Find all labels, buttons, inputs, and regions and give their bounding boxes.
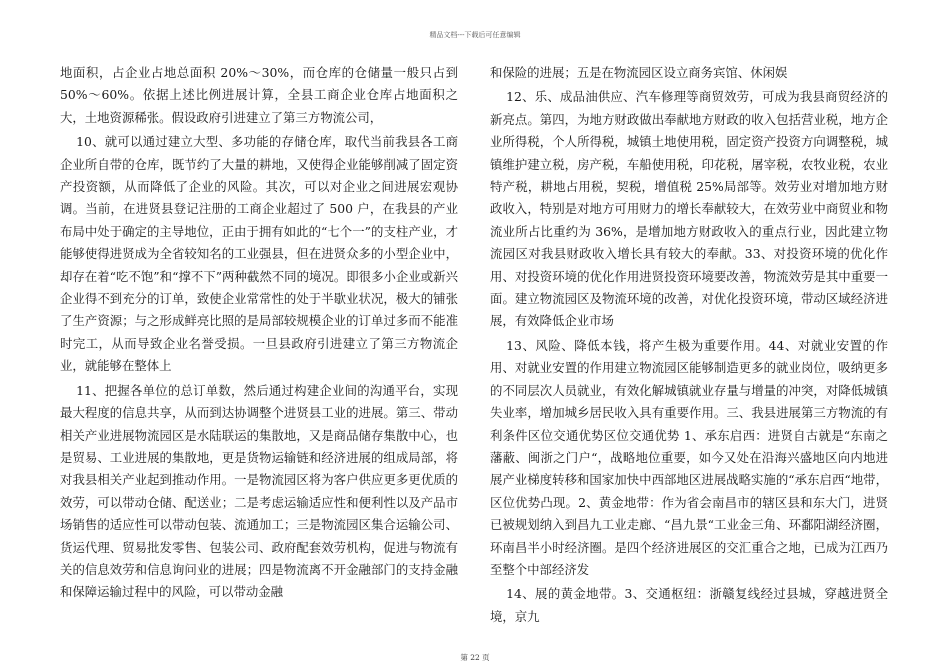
right-column: [490, 62, 888, 628]
paragraph: 地面积，占企业占地总面积 20%～30%，而仓库的仓储量一般只占到 50%～60%。依据上述比例进展计算，全县工商企业仓库占地面积之大，土地资源稀张。假设政府引进建立了第三方物流公司，: [60, 65, 458, 125]
paragraph: 11、把握各单位的总订单数，然后通过构建企业间的沟通平台，实现最大程度的信息共享，从而到达协调整个进贤县工业的进展。第三、带动相关产业进展物流园区是水陆联运的集散地，又是商品储存集散中心，也是贸易、工业进展的集散地，更是货物运输链和经济进展的组成局部，将对我县相关产业起到推动作用。一是物流园区将为客户供应更多更优质的效劳，可以带动仓储、配送业；二是考虑运输适应性和便利性以及产品市场销售的适应性可以带动包装、流通加工；三是物流园区集合运输公司、货运代理、贸易批发零售、包装公司、政府配套效劳机构，促进与物流有关的信息效劳和信息询问业的进展；四是物流离不开金融部门的支持金融和保障运输过程中的风险，可以带动金融: [60, 382, 458, 600]
paragraph: 10、就可以通过建立大型、多功能的存储仓库，取代当前我县各工商企业所自带的仓库，既节约了大量的耕地，又使得企业能够削减了固定资产投资额，从而降低了企业的风险。其次，可以对企业之间进展宏观协调。当前，在进贤县登记注册的工商企业超过了 500 户，在我县的产业布局中处于确定的主导地位，正由于拥有如此的“七个一”的支柱产业，才能够使得进贤成为全省较知名的工业强县，但在进贤众多的小型企业中，却存在着“吃不饱”和“撑不下”两种截然不同的境况。即很多小企业或新兴企业得不到充分的订单，致使企业常常性的处于半歇业状况，极大的铺张了生产资源；与之形成鲜亮比照的是局部较规模企业的订单过多而不能准时完工，从而导致企业名誉受损。一旦县政府引进建立了第三方物流企业，就能够在整体上: [60, 134, 458, 374]
page-number: 第 22 页: [460, 653, 490, 662]
left-column: [60, 62, 458, 604]
paragraph: 和保险的进展；五是在物流园区设立商务宾馆、休闲娱: [490, 65, 788, 80]
paragraph: 13、风险、降低本钱，将产生极为重要作用。44、对就业安置的作用、对就业安置的作用建立物流园区能够制造更多的就业岗位，吸纳更多的不同层次人员就业，有效化解城镇就业存量与增量的冲突，对降低城镇失业率，增加城乡居民收入具有重要作用。三、我县进展第三方物流的有利条件区位交通优势区位交通优势 1、承东启西：进贤自古就是“东南之藩蔽、闽浙之门户“，战略地位重要，如今又处在沿海兴盛地区向内地进展产业梯度转移和国家加快中西部地区进展战略实施的“承东启西“地带，区位优势凸现。2、黄金地带：作为省会南昌市的辖区县和东大门，进贤已被规划纳入到昌九工业走廊、“昌九景“工业金三角、环鄱阳湖经济圈，环南昌半小时经济圈。是四个经济进展区的交汇重合之地，已成为江西乃至整个中部经济发: [490, 337, 888, 577]
paragraph: 12、乐、成品油供应、汽车修理等商贸效劳，可成为我县商贸经济的新亮点。第四，为地方财政做出奉献地方财政的收入包括营业税，地方企业所得税，个人所得税，城镇土地使用税，固定资产投资方向调整税，城镇维护建立税，房产税，车船使用税，印花税，屠宰税，农牧业税，农业特产税，耕地占用税，契税，增值税 25%局部等。效劳业对增加地方财政收入，特别是对地方可用财力的增长奉献较大，在效劳业中商贸业和物流业所占比重约为 36%，是增加地方财政收入的重点行业，因此建立物流园区对我县财政收入增长具有较大的奉献。33、对投资环境的优化作用、对投资环境的优化作用进贤投资环境要改善，物流效劳是其中重要一面。建立物流园区及物流环境的改善，对优化投资环境，带动区域经济进展，有效降低企业市场: [490, 89, 888, 329]
paragraph: 14、展的黄金地带。3、交通枢纽：浙赣复线经过县城，穿越进贤全境，京九: [490, 586, 888, 624]
page-header: 精品文档---下载后可任意编辑: [429, 31, 521, 39]
